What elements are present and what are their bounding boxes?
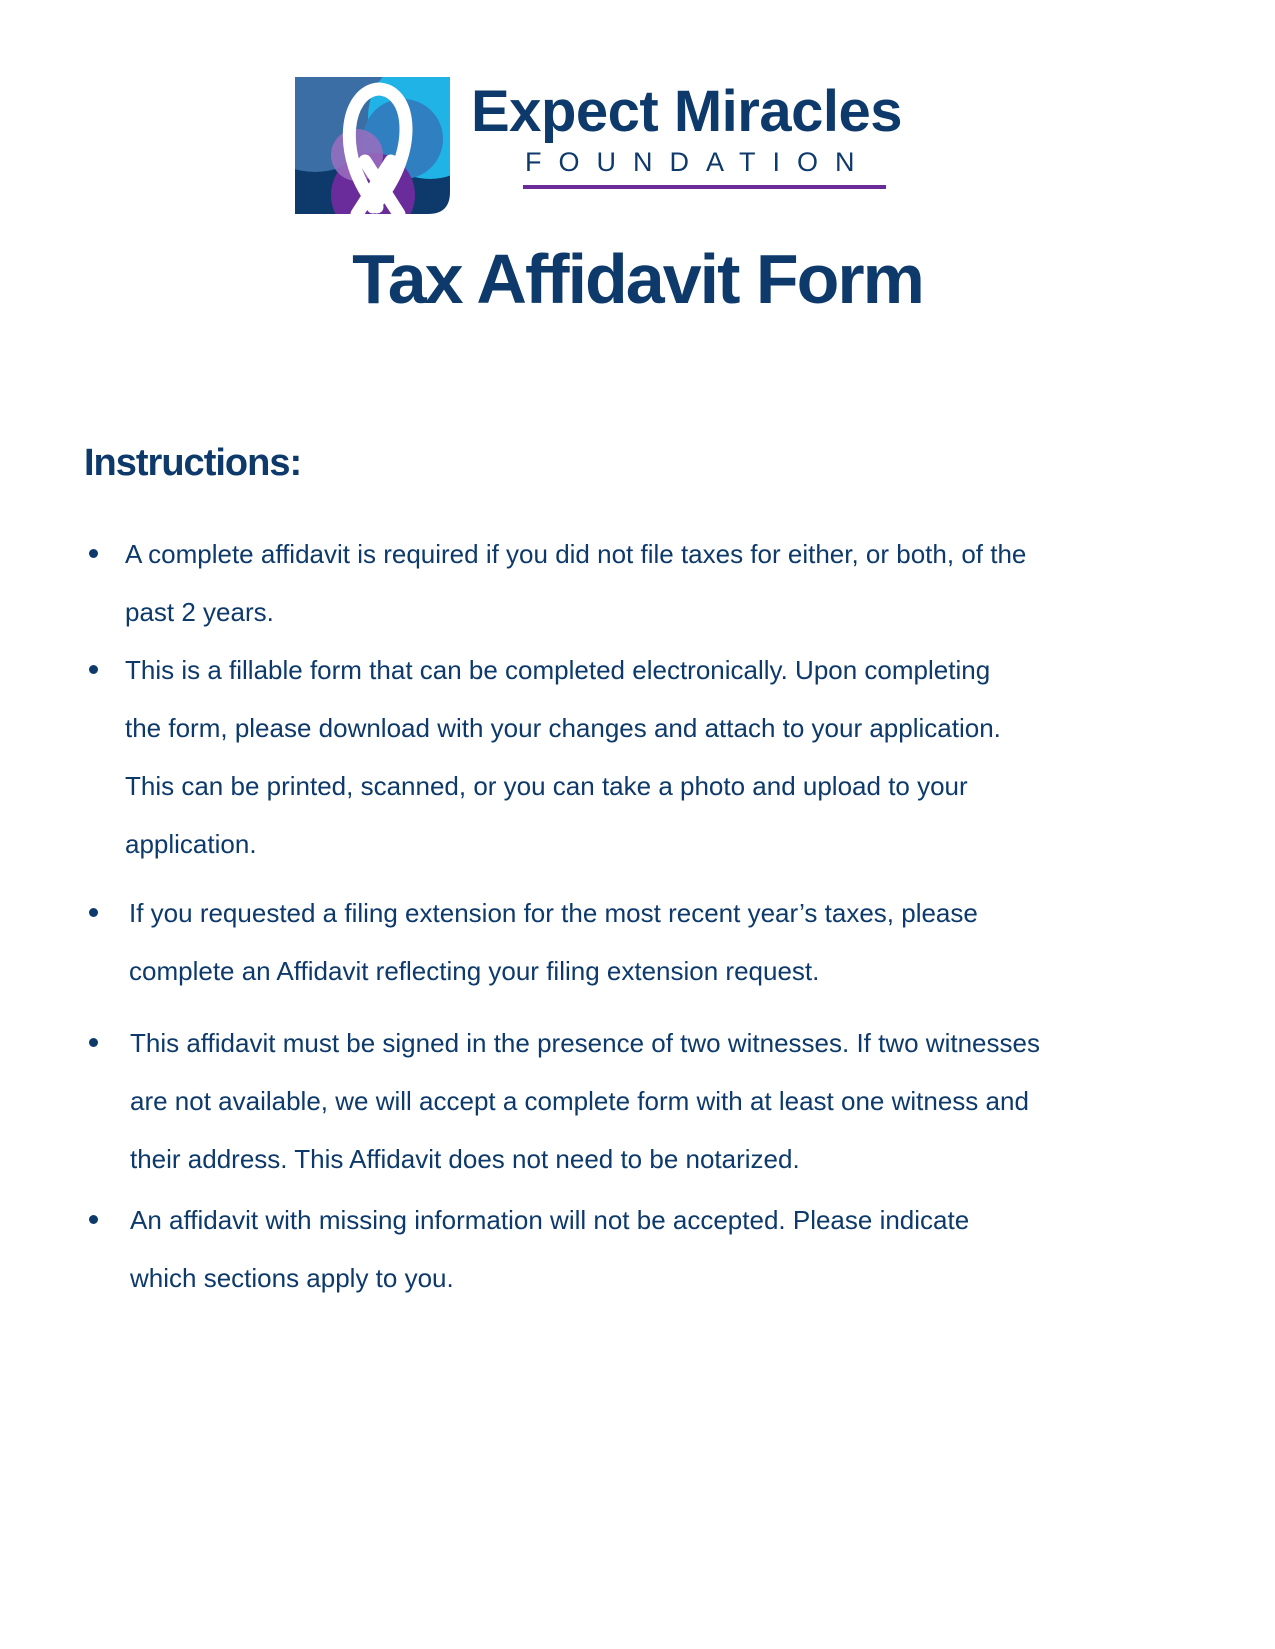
list-item-text: A complete affidavit is required if you did not file taxes for either, or both, of the past 2 years. (125, 539, 1027, 627)
list-item-text: This is a fillable form that can be completed electronically. Upon completing the form, please download with your changes and attach to your application. This can be printed, scanned, or you can take a photo and upload to your application. (125, 655, 1001, 859)
list-item-text: If you requested a filing extension for the most recent year’s taxes, please complete an Affidavit reflecting your filing extension request. (129, 898, 978, 986)
logo-subtitle: FOUNDATION (525, 147, 872, 177)
bullet-icon (89, 1215, 98, 1224)
page-title: Tax Affidavit Form (352, 240, 923, 318)
logo-underline (523, 185, 886, 189)
bullet-icon (89, 1038, 98, 1047)
logo-wordmark (471, 79, 955, 189)
instructions-heading: Instructions: (84, 442, 302, 484)
bullet-icon (89, 908, 98, 917)
list-item-text: An affidavit with missing information will not be accepted. Please indicate which sections apply to you. (130, 1205, 970, 1293)
logo-name: Expect Miracles (471, 79, 902, 144)
list-item-text: This affidavit must be signed in the presence of two witnesses. If two witnesses are not available, we will accept a complete form with at least one witness and their address. This Affidavit does not need to be notarized. (130, 1028, 1040, 1174)
bullet-icon (89, 665, 98, 674)
foundation-logo (295, 77, 955, 217)
bullet-icon (89, 549, 98, 558)
foundation-ribbon-logo-icon (295, 77, 450, 214)
